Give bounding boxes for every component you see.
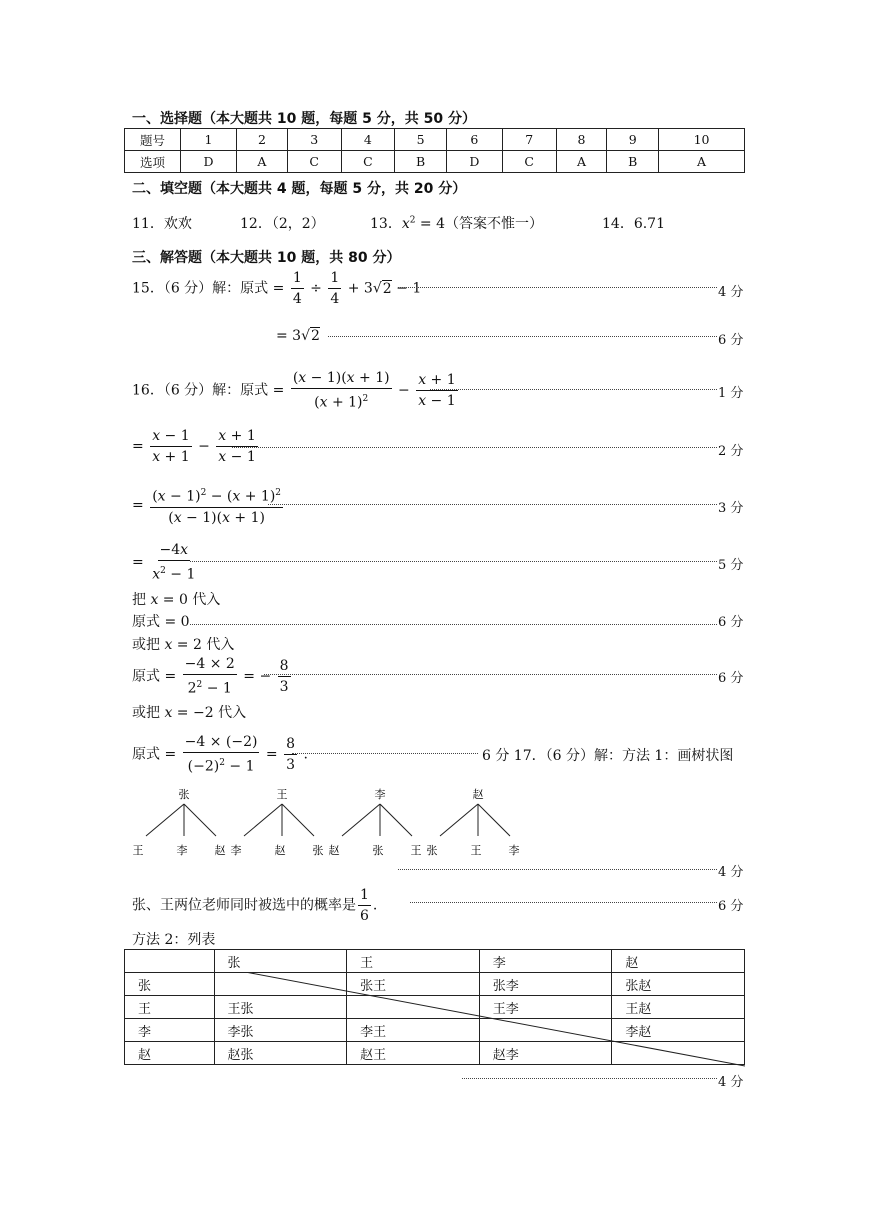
answer-option: B — [395, 151, 447, 173]
q15-score-1: 4 分 — [718, 285, 744, 300]
section3-title: 三、解答题（本大题共 10 题，共 80 分） — [132, 250, 401, 266]
table-cell: 赵王 — [347, 1042, 480, 1065]
tree-leaf: 赵 — [328, 844, 340, 857]
question-number: 3 — [287, 129, 341, 151]
tree-root: 李 — [374, 788, 386, 801]
answer-option: D — [181, 151, 237, 173]
question-number: 1 — [181, 129, 237, 151]
q16-result-2: 原式 = $\frac{-4 \times 2}{2^2 - 1}$ = − $\frac{8}{3}$ — [132, 656, 289, 697]
q16-line4: = $\frac{-4x}{x^2 - 1}$ — [132, 542, 196, 583]
table-cell: 赵张 — [214, 1042, 347, 1065]
table-cell: 王 — [347, 950, 480, 973]
tree-branch — [244, 804, 282, 836]
table-cell: 张赵 — [612, 973, 745, 996]
q17-prob-score: 6 分 — [718, 899, 744, 914]
table-cell: 王李 — [479, 996, 612, 1019]
tree-leaf: 王 — [132, 844, 144, 857]
tree-leaf: 张 — [426, 844, 438, 857]
answer-option: D — [446, 151, 502, 173]
question-number: 10 — [659, 129, 745, 151]
tree-leaf: 王 — [470, 844, 482, 857]
table-cell: 李王 — [347, 1019, 480, 1042]
tree-root: 张 — [178, 788, 190, 801]
q17-probability: 张、王两位老师同时被选中的概率是 $\frac{1}{6}$ . — [132, 887, 378, 924]
tree-leaf: 张 — [372, 844, 384, 857]
q15-line1: 15．（6 分）解：原式 = $\frac{1}{4}$ ÷ $\frac{1}{4}$ + 3√2 − 1 — [132, 270, 422, 307]
tree-branch — [282, 804, 314, 836]
answer-option: C — [287, 151, 341, 173]
question-number: 2 — [236, 129, 287, 151]
q16-result-m2: 原式 = $\frac{-4 \times (-2)}{(-2)^2 - 1}$ = $\frac{8}{3}$ . — [132, 734, 308, 775]
leader-dots — [328, 336, 717, 337]
section2-title: 二、填空题（本大题共 4 题，每题 5 分，共 20 分） — [132, 181, 467, 197]
tree-leaf: 赵 — [274, 844, 286, 857]
q16-line1: 16．（6 分）解：原式 = $\frac{(x - 1)(x + 1)}{(x + 1)^2}$ − $\frac{x + 1}{x - 1}$ — [132, 370, 456, 411]
answer-table — [124, 128, 745, 173]
q16-result-0: 原式 = 0 — [132, 614, 190, 630]
table-cell: 张王 — [347, 973, 480, 996]
q16-sub-x0: 把 x = 0 代入 — [132, 592, 221, 608]
tree-branch — [342, 804, 380, 836]
leader-dots — [292, 753, 478, 754]
leader-dots — [410, 902, 717, 903]
q17-table-score: 4 分 — [718, 1075, 744, 1090]
q16-sub-xm2: 或把 x = −2 代入 — [132, 705, 247, 721]
table-cell: 赵 — [125, 1042, 215, 1065]
table-cell: 赵 — [612, 950, 745, 973]
q16-score-1: 1 分 — [718, 386, 744, 401]
leader-dots — [398, 869, 717, 870]
section1-title: 一、选择题（本大题共 10 题，每题 5 分，共 50 分） — [132, 111, 476, 127]
q16-q17-inline: 6 分 17．（6 分）解：方法 1：画树状图 — [482, 748, 734, 764]
q17-tree-score: 4 分 — [718, 865, 744, 880]
tree-branch — [380, 804, 412, 836]
tree-leaf: 赵 — [214, 844, 226, 857]
question-number: 4 — [341, 129, 395, 151]
q16-score-6: 6 分 — [718, 671, 744, 686]
tree-branch — [440, 804, 478, 836]
tree-branch — [478, 804, 510, 836]
table-cell: 王张 — [214, 996, 347, 1019]
answer-option: B — [607, 151, 659, 173]
tree-diagram — [130, 786, 530, 860]
table-cell: 李 — [125, 1019, 215, 1042]
tree-leaf: 张 — [312, 844, 324, 857]
table-cell: 张 — [214, 950, 347, 973]
tree-root: 王 — [276, 788, 288, 801]
tree-leaf: 王 — [410, 844, 422, 857]
leader-dots — [190, 561, 717, 562]
tree-branch — [146, 804, 184, 836]
leader-dots — [268, 504, 717, 505]
table-cell: 李张 — [214, 1019, 347, 1042]
q14-answer: 14．6.71 — [602, 216, 665, 232]
answer-option: A — [236, 151, 287, 173]
row-label-option: 选项 — [125, 151, 181, 173]
q17-method2: 方法 2：列表 — [132, 932, 216, 948]
q16-score-3: 3 分 — [718, 501, 744, 516]
answer-option: A — [659, 151, 745, 173]
tree-leaf: 李 — [508, 844, 520, 857]
table-cell: 王赵 — [612, 996, 745, 1019]
q16-score-5: 6 分 — [718, 615, 744, 630]
list-table-wrap — [124, 949, 745, 1066]
question-number: 6 — [446, 129, 502, 151]
leader-dots — [232, 447, 717, 448]
q11-answer: 11．欢欢 — [132, 216, 192, 232]
q16-line2: = $\frac{x - 1}{x + 1}$ − $\frac{x + 1}{x - 1}$ — [132, 428, 256, 465]
tree-branch — [184, 804, 216, 836]
answer-option: A — [556, 151, 607, 173]
table-cell: 王 — [125, 996, 215, 1019]
q15-score-2: 6 分 — [718, 333, 744, 348]
tree-leaf: 李 — [230, 844, 242, 857]
table-cell: 李 — [479, 950, 612, 973]
leader-dots — [430, 389, 717, 390]
question-number: 8 — [556, 129, 607, 151]
row-label-number: 题号 — [125, 129, 181, 151]
q15-line2: = 3√2 — [276, 328, 320, 344]
table-cell: 李赵 — [612, 1019, 745, 1042]
q16-sub-x2: 或把 x = 2 代入 — [132, 637, 235, 653]
leader-dots — [264, 674, 717, 675]
q12-answer: 12．（2，2） — [240, 216, 325, 232]
question-number: 7 — [502, 129, 556, 151]
leader-dots — [398, 287, 717, 288]
leader-dots — [462, 1078, 717, 1079]
table-cell: 赵李 — [479, 1042, 612, 1065]
answer-option: C — [502, 151, 556, 173]
question-number: 9 — [607, 129, 659, 151]
q16-line3: = $\frac{(x - 1)^2 - (x + 1)^2}{(x - 1)(x + 1)}$ — [132, 483, 285, 528]
leader-dots — [190, 624, 717, 625]
tree-leaf: 李 — [176, 844, 188, 857]
question-number: 5 — [395, 129, 447, 151]
tree-root: 赵 — [472, 788, 484, 801]
table-cell: 张李 — [479, 973, 612, 996]
table-diagonal — [124, 949, 745, 1067]
q13-answer: 13．$x^2 = 4$（答案不惟一） — [370, 215, 544, 232]
q16-score-4: 5 分 — [718, 558, 744, 573]
table-cell: 张 — [125, 973, 215, 996]
answer-option: C — [341, 151, 395, 173]
q16-score-2: 2 分 — [718, 444, 744, 459]
